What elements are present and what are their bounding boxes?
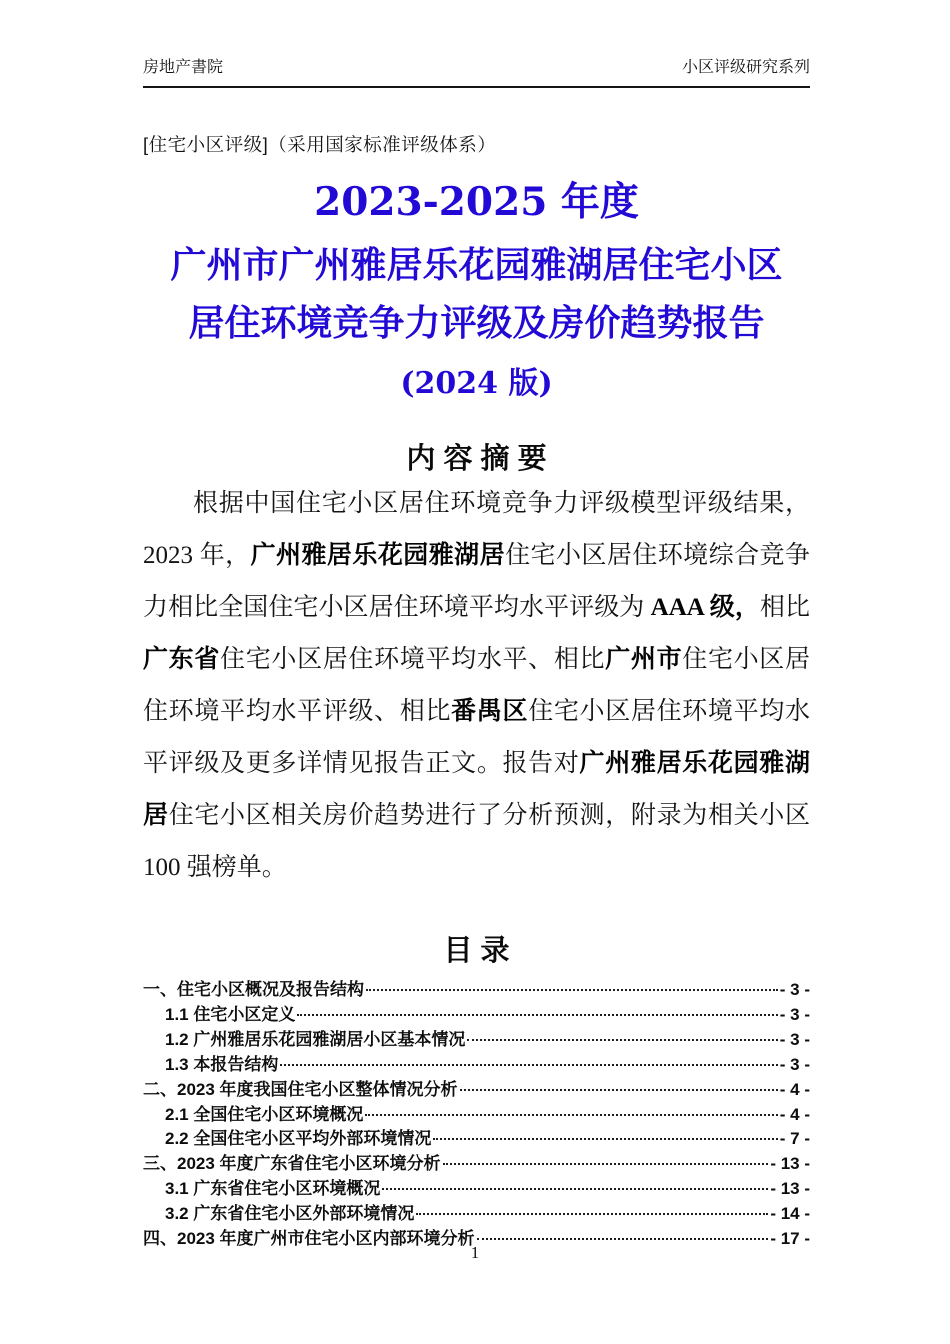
- toc-leader-dots: [382, 1188, 768, 1190]
- toc-entry-label: 1.1 住宅小区定义: [165, 1004, 296, 1024]
- toc-leader-dots: [366, 989, 778, 991]
- report-type-tag: [住宅小区评级]（采用国家标准评级体系）: [143, 134, 497, 155]
- toc-leader-dots: [477, 1238, 769, 1240]
- toc-list: [143, 978, 810, 1252]
- abstract-segment: 广州雅居乐花园雅湖居: [143, 750, 810, 829]
- toc-page-number: - 4 -: [779, 1079, 810, 1099]
- toc-entry[interactable]: [143, 1003, 810, 1028]
- toc-page-number: - 7 -: [779, 1129, 810, 1149]
- toc-entry[interactable]: [143, 978, 810, 1003]
- toc-heading: 目 录: [443, 935, 510, 967]
- toc-entry-label: 1.3 本报告结构: [165, 1054, 279, 1074]
- page-number: 1: [470, 1243, 480, 1262]
- toc-page-number: - 13 -: [770, 1179, 810, 1199]
- abstract-segment: 住宅小区居住环境平均水平、相比: [220, 646, 606, 673]
- toc-entry[interactable]: [143, 1202, 810, 1227]
- toc-page-number: - 13 -: [770, 1154, 810, 1174]
- report-title-block: [143, 179, 810, 402]
- page-header: [143, 58, 810, 86]
- toc-page-number: - 3 -: [779, 980, 810, 999]
- abstract-segment: 相比: [759, 594, 810, 621]
- abstract-segment: 番禺区: [451, 698, 529, 725]
- report-title-name: 广州市广州雅居乐花园雅湖居住宅小区: [170, 245, 783, 285]
- toc-entry[interactable]: [143, 1177, 810, 1202]
- toc-entry[interactable]: [143, 1078, 810, 1103]
- abstract-heading: 内 容 摘 要: [406, 443, 547, 475]
- toc-leader-dots: [280, 1064, 777, 1066]
- abstract-segment: 住宅小区相关房价趋势进行了分析预测，附录为相关小区 100 强榜单。: [143, 802, 810, 881]
- header-right-text: 小区评级研究系列: [681, 59, 810, 76]
- toc-leader-dots: [433, 1138, 777, 1140]
- report-title-subject: 居住环境竞争力评级及房价趋势报告: [188, 303, 765, 343]
- toc-page-number: - 4 -: [779, 1104, 810, 1124]
- toc-entry-label: 2.1 全国住宅小区环境概况: [165, 1104, 364, 1124]
- abstract-segment: 广州雅居乐花园雅湖居: [250, 542, 506, 569]
- header-divider: [143, 86, 810, 88]
- abstract-segment: 根据中国住宅小区居住环境竞争力评级模型评级结果，2023 年，: [143, 490, 810, 569]
- abstract-segment: 广东省: [143, 646, 221, 673]
- toc-entry[interactable]: [143, 1028, 810, 1053]
- toc-entry[interactable]: [143, 1152, 810, 1177]
- report-edition: (2024 版): [400, 366, 553, 401]
- toc-leader-dots: [297, 1014, 777, 1016]
- toc-page-number: - 3 -: [779, 1004, 810, 1024]
- toc-entry[interactable]: [143, 1103, 810, 1128]
- toc-page-number: - 17 -: [770, 1229, 810, 1249]
- toc-entry[interactable]: [143, 1053, 810, 1078]
- toc-entry-label: 四、2023 年度广州市住宅小区内部环境分析: [143, 1229, 475, 1249]
- toc-page-number: - 14 -: [770, 1204, 810, 1224]
- abstract-segment: 住宅小区居住环境平均水平评级及更多详情见报告正文。报告对: [143, 698, 810, 777]
- toc-leader-dots: [443, 1163, 769, 1165]
- toc-entry-label: 一、住宅小区概况及报告结构: [143, 980, 364, 999]
- toc-entry-label: 2.2 全国住宅小区平均外部环境情况: [165, 1129, 432, 1149]
- toc-leader-dots: [416, 1213, 768, 1215]
- toc-entry-label: 3.2 广东省住宅小区外部环境情况: [165, 1204, 415, 1224]
- toc-entry-label: 二、2023 年度我国住宅小区整体情况分析: [143, 1079, 458, 1099]
- toc-leader-dots: [365, 1114, 777, 1116]
- toc-entry-label: 1.2 广州雅居乐花园雅湖居小区基本情况: [165, 1029, 466, 1049]
- toc-page-number: - 3 -: [779, 1029, 810, 1049]
- header-left-text: 房地产書院: [143, 59, 224, 76]
- abstract-segment: 住宅小区居住环境综合竞争力相比全国住宅小区居住环境平均水平评级为: [143, 542, 810, 621]
- abstract-segment: 住宅小区居住环境平均水平评级、相比: [143, 646, 810, 725]
- abstract-paragraph: [143, 478, 810, 894]
- toc-page-number: - 3 -: [779, 1054, 810, 1074]
- toc-leader-dots: [467, 1039, 777, 1041]
- toc-entry-label: 三、2023 年度广东省住宅小区环境分析: [143, 1154, 441, 1174]
- abstract-segment: 广州市: [605, 646, 683, 673]
- toc-entry-label: 3.1 广东省住宅小区环境概况: [165, 1179, 381, 1199]
- toc-leader-dots: [460, 1089, 778, 1091]
- toc-entry[interactable]: [143, 1127, 810, 1152]
- abstract-segment: AAA 级，: [650, 594, 760, 621]
- report-title-years: 2023-2025 年度: [314, 179, 639, 225]
